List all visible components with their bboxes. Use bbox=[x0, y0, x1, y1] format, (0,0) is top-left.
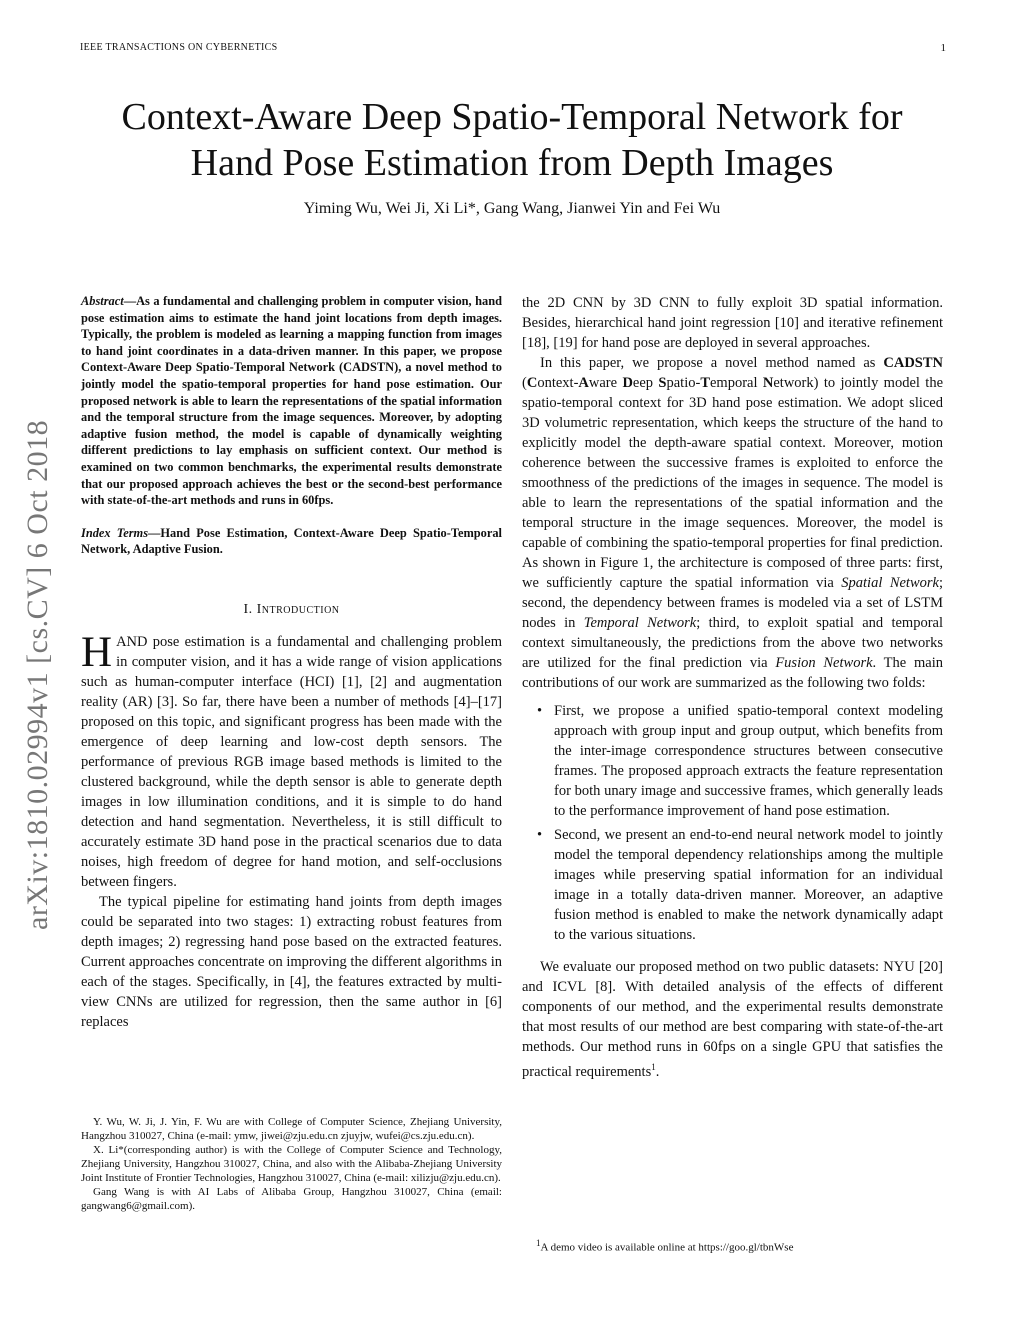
section-title: Introduction bbox=[256, 601, 340, 617]
footnote-marker: 1 bbox=[651, 1062, 656, 1072]
section-heading bbox=[81, 602, 502, 618]
drop-cap: H bbox=[81, 628, 113, 676]
term-spatial-network: Spatial Network bbox=[841, 575, 939, 591]
p3-text-b: ( bbox=[522, 375, 527, 391]
acronym-letter-c: C bbox=[526, 375, 538, 391]
contribution-item bbox=[537, 825, 943, 945]
acronym-word-aware: ware bbox=[588, 375, 623, 391]
abstract-text: —As a fundamental and challenging problem in computer vision, hand pose estimation aims to estimate the hand joint locations from depth images. Typically, the problem is modeled as learning a mapping function from images to hand joint coordinates in a data-driven manner. In this paper, we propose Context-Aware Deep Spatio-Temporal Network (CADSTN), a novel method to jointly model the spatio-temporal properties for hand pose estimation. Our proposed network is able to learn the representations of the spatial information and the temporal structure from the image sequences. Moreover, by adopting adaptive fusion method, the model is capable of dynamically weighting different predictions to lay emphasis on sufficient context. Our method is examined on two common benchmarks, the experimental results demonstrate that our proposed approach achieves the best or the second-best performance with state-of-the-art methods and runs in 60fps. bbox=[81, 294, 502, 508]
acronym-word-deep: eep bbox=[632, 375, 659, 391]
paper-title bbox=[40, 94, 984, 186]
intro-p1-text: AND pose estimation is a fundamental and challenging problem in computer vision, and it has a wide range of vision applications such as human-computer interface (HCI) [1], [2] and augmentation reality (AR) [3]. So far, there have been a number of methods [4]–[17] proposed on this topic, and significant progress has been made with the emergence of deep learning and low-cost depth sensors. The performance of previous RGB image based methods is limited to the clustered background, while the depth sensor is able to generate depth images in low illumination conditions, and it is simple to do hand detection and hand segmentation. Nevertheless, it is still difficult to accurately estimate 3D hand pose in the practical scenarios due to data noises, high freedom of degree for hand motion, and self-occlusions between fingers. bbox=[81, 633, 502, 890]
intro-paragraph-4 bbox=[522, 957, 943, 1082]
p3-text-c: to jointly model the spatio-temporal context for 3D hand pose estimation. We adopt sliced 3D volumetric representation, which keeps the structure of the hand to explicitly model the depth-aware spatial context. Moreover, motion coherence between the successive frames is exploited to enforce the smoothness of the predictions of the images in sequence. The model is able to learn the representations of the spatial information and the temporal structure in the image sequences. Moreover, the model is capable of combining the spatio-temporal properties for final prediction. As shown in Figure 1, the architecture is composed of three parts: first, we sufficiently capture the spatial information via bbox=[522, 375, 944, 591]
acronym-word-context: ontext- bbox=[537, 375, 579, 391]
index-terms-label: Index Terms bbox=[81, 525, 149, 540]
page-number: 1 bbox=[940, 42, 946, 54]
right-column bbox=[522, 293, 943, 1082]
p3-text-d: ; second, the dependency between frames is modeled via a set of LSTM nodes in bbox=[522, 575, 943, 631]
section-numeral: I. bbox=[243, 601, 257, 617]
index-terms-text: —Hand Pose Estimation, Context-Aware Deep Spatio-Temporal Network, Adaptive Fusion. bbox=[81, 525, 503, 557]
index-terms bbox=[81, 525, 502, 558]
contribution-item bbox=[537, 701, 943, 821]
acronym-letter-a: A bbox=[578, 375, 589, 391]
acronym-word-network: etwork) bbox=[773, 375, 819, 391]
term-fusion-network: Fusion Network bbox=[775, 655, 873, 671]
acronym-letter-t: T bbox=[700, 375, 710, 391]
acronym-word-spatio: patio- bbox=[666, 375, 701, 391]
bullet-dot-icon: • bbox=[537, 827, 543, 843]
contribution-list bbox=[522, 701, 943, 945]
bullet-dot-icon: • bbox=[537, 703, 543, 719]
intro-paragraph-1 bbox=[81, 628, 502, 892]
p4-end: . bbox=[655, 1063, 660, 1080]
p3-text-e: ; third, to exploit spatial and temporal context simultaneously, the predictions from the above two networks are utilized for the final prediction via bbox=[522, 615, 944, 671]
intro-paragraph-2: The typical pipeline for estimating hand joints from depth images could be separated into two stages: 1) extracting robust features from depth images; 2) regressing hand pose based on the extracted features. Current approaches concentrate on improving the different algorithms in each of the stages. Specifically, in [4], the features extracted by multi-view CNNs are utilized for regression, then the same author in [6] replaces bbox=[81, 893, 502, 1030]
acronym-letter-s: S bbox=[658, 375, 667, 391]
p3-text-f: . The main contributions of our work are summarized as the following two folds: bbox=[522, 655, 943, 691]
affiliation-footnotes bbox=[81, 1115, 502, 1213]
title-line-1: Context-Aware Deep Spatio-Temporal Network for bbox=[121, 96, 903, 138]
demo-footnote-marker: 1 bbox=[536, 1238, 541, 1248]
footnote-affiliation-3: Gang Wang is with AI Labs of Alibaba Group, Hangzhou 310027, China (email: gangwang6@gmail.com). bbox=[81, 1186, 502, 1212]
author-list: Yiming Wu, Wei Ji, Xi Li*, Gang Wang, Jianwei Yin and Fei Wu bbox=[303, 200, 721, 217]
demo-footnote-text: A demo video is available online at https://goo.gl/tbnWse bbox=[540, 1241, 794, 1254]
left-column bbox=[81, 293, 502, 1032]
demo-footnote bbox=[536, 1236, 946, 1255]
intro-paragraph-2-continued: the 2D CNN by 3D CNN to fully exploit 3D spatial information. Besides, hierarchical hand joint regression [10] and iterative refinement [18], [19] for hand pose are deployed in several approaches. bbox=[522, 295, 943, 351]
contribution-text: Second, we present an end-to-end neural network model to jointly model the temporal dependency relationships among the multiple images while preserving spatial information for an individual image in a totally data-driven manner. Moreover, an adaptive fusion method is enabled to make the network dynamically adapt to the various situations. bbox=[554, 827, 943, 943]
footnote-affiliation-1: Y. Wu, W. Ji, J. Yin, F. Wu are with College of Computer Science, Zhejiang University, Hangzhou 310027, China (e-mail: ymw, jiwei@zju.edu.cn zjuyjw, wufei@cs.zju.edu.cn). bbox=[81, 1116, 502, 1142]
p4-text: We evaluate our proposed method on two public datasets: NYU [20] and ICVL [8]. With detailed analysis of the effects of different components of our method, and the experimental results demonstrate that most results of our method are best comparing with state-of-the-art methods. Our method runs in 60fps on a single GPU that satisfies the practical requirements bbox=[522, 959, 943, 1080]
acronym-word-temporal: emporal bbox=[710, 375, 763, 391]
term-temporal-network: Temporal Network bbox=[583, 615, 697, 631]
running-head: IEEE TRANSACTIONS ON CYBERNETICS bbox=[80, 42, 278, 53]
arxiv-stamp-text: arXiv:1810.02994v1 [cs.CV] 6 Oct 2018 bbox=[21, 419, 54, 930]
intro-paragraph-3 bbox=[522, 353, 943, 693]
p3-text-a: In this paper, we propose a novel method named as bbox=[540, 355, 884, 371]
footnote-affiliation-2: X. Li*(corresponding author) is with the College of Computer Science and Technology, Zhejiang University, Hangzhou 310027, China, and also with the Alibaba-Zhejiang University Joint Institute of Frontier Technologies, Hangzhou 310027, China (e-mail: xilizju@zju.edu.cn). bbox=[81, 1144, 502, 1184]
contribution-text: First, we propose a unified spatio-temporal context modeling approach with group input and group output, which benefits from the inter-image correspondence structures between consecutive frames. The proposed approach extracts the feature representation for both unary image and successive frames, which generally leads to the performance improvement of hand pose estimation. bbox=[554, 703, 943, 819]
acronym-letter-n: N bbox=[762, 375, 774, 391]
title-line-2: Hand Pose Estimation from Depth Images bbox=[190, 142, 834, 184]
acronym-letter-d: D bbox=[622, 375, 633, 391]
abstract-label: Abstract bbox=[81, 294, 124, 308]
cadstn-acronym: CADSTN bbox=[883, 355, 943, 371]
abstract bbox=[81, 293, 502, 509]
